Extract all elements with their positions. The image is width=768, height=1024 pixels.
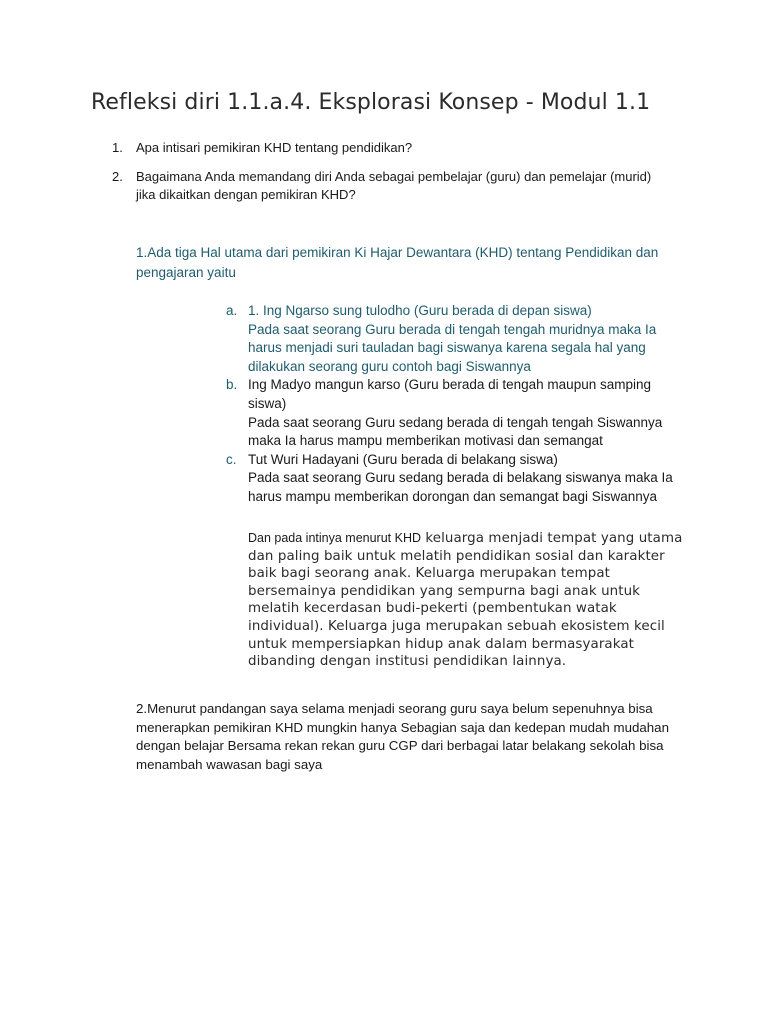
point-body: Pada saat seorang Guru sedang berada di tengah tengah Siswannya maka Ia harus mampu memberikan motivasi dan semangat <box>248 414 663 449</box>
point-heading: Ing Madyo mangun karso (Guru berada di tengah maupun samping siswa) <box>248 377 651 411</box>
khd-points-list <box>226 302 676 507</box>
question-text: Bagaimana Anda memandang diri Anda sebagai pembelajar (guru) dan pemelajar (murid) jika dikaitkan dengan pemikiran KHD? <box>136 169 652 202</box>
khd-summary-text: keluarga menjadi tempat yang utama dan paling baik untuk melatih pendidikan sosial dan karakter baik bagi seorang anak. Keluarga merupakan tempat bersemainya pendidikan yang sempurna bagi anak untuk melatih kecerdasan budi-pekerti (pembentukan watak individual). Keluarga juga merupakan sebuah ekosistem kecil untuk mempersiapkan hidup anak dalam bermasyarakat dibanding dengan institusi pendidikan lainnya. <box>248 531 683 670</box>
answer-2-paragraph: 2.Menurut pandangan saya selama menjadi seorang guru saya belum sepenuhnya bisa menerapkan pemikiran KHD mungkin hanya Sebagian saja dan kedepan mudah mudahan dengan belajar Bersama rekan rekan guru CGP dari berbagai latar belakang sekolah bisa menambah wawasan bagi saya <box>136 701 669 773</box>
point-heading: Tut Wuri Hadayani (Guru berada di belakang siswa) <box>248 451 558 467</box>
khd-summary-lead: Dan pada intinya menurut KHD <box>248 531 422 545</box>
list-marker: b. <box>226 377 238 393</box>
answer-1-intro: 1.Ada tiga Hal utama dari pemikiran Ki Hajar Dewantara (KHD) tentang Pendidikan dan pengajaran yaitu <box>136 245 659 280</box>
point-body: Pada saat seorang Guru berada di tengah tengah muridnya maka Ia harus menjadi suri tauladan bagi siswanya karena segala hal yang dilakukan seorang guru contoh bagi Siswannya <box>248 321 657 374</box>
list-number: 2. <box>112 169 123 184</box>
question-list <box>112 139 672 215</box>
khd-summary-paragraph <box>248 530 683 671</box>
list-marker: c. <box>226 451 237 467</box>
point-body: Pada saat seorang Guru sedang berada di belakang siswanya maka Ia harus mampu memberikan dorongan dan semangat bagi Siswannya <box>248 470 673 504</box>
list-item <box>112 139 672 157</box>
list-item <box>226 302 676 376</box>
list-number: 1. <box>112 140 123 155</box>
list-item <box>112 168 672 204</box>
page-title: Refleksi diri 1.1.a.4. Eksplorasi Konsep - Modul 1.1 <box>91 90 651 115</box>
point-heading: 1. Ing Ngarso sung tulodho (Guru berada di depan siswa) <box>248 303 592 318</box>
list-item <box>226 451 676 507</box>
list-marker: a. <box>226 303 238 318</box>
list-item <box>226 376 676 450</box>
question-text: Apa intisari pemikiran KHD tentang pendidikan? <box>136 140 413 155</box>
